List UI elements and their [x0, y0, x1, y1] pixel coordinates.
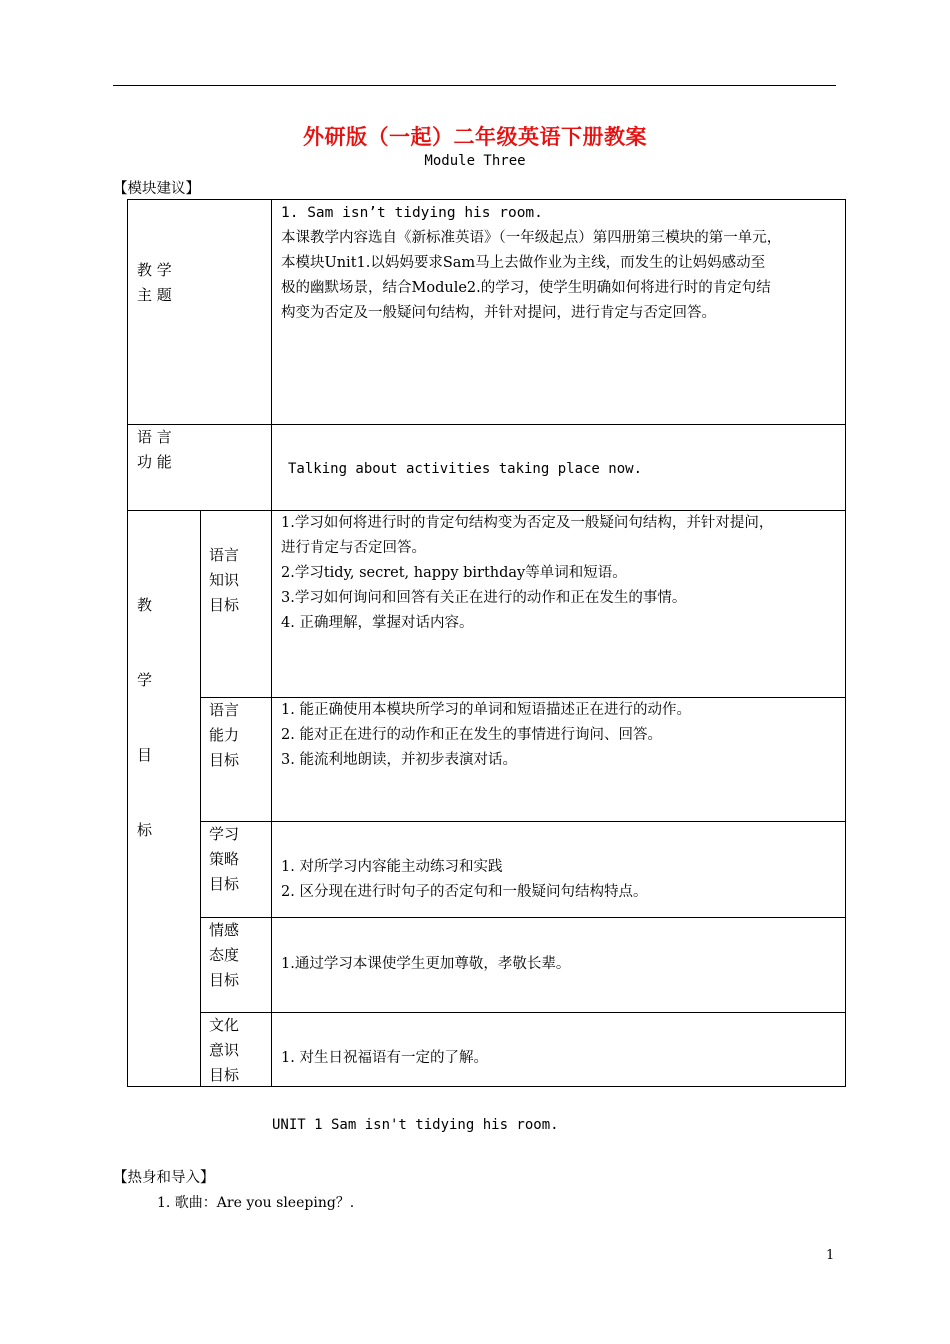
topic-line: 本模块Unit1.以妈妈要求Sam马上去做作业为主线，而发生的让妈妈感动至	[281, 255, 766, 271]
ability-label	[209, 698, 239, 773]
row-divider	[200, 1012, 845, 1013]
strategy-label-line: 目标	[209, 875, 240, 893]
knowledge-label-line: 知识	[209, 571, 240, 589]
strategy-content	[281, 855, 647, 905]
knowledge-line: 4. 正确理解，掌握对话内容。	[281, 615, 474, 631]
emotion-label	[209, 918, 239, 993]
page-number: 1	[826, 1248, 835, 1263]
function-content: Talking about activities taking place now.	[288, 461, 643, 477]
function-label-line: 功 能	[137, 453, 172, 471]
culture-label-line: 意识	[209, 1041, 240, 1059]
knowledge-label-line: 目标	[209, 596, 240, 614]
ability-line: 1. 能正确使用本模块所学习的单词和短语描述正在进行的动作。	[281, 702, 691, 718]
topic-line: 极的幽默场景，结合Module2.的学习，使学生明确如何将进行时的肯定句结	[281, 280, 771, 296]
function-label	[137, 425, 172, 475]
knowledge-label	[209, 543, 239, 618]
column-divider	[271, 200, 272, 510]
ability-content	[281, 698, 691, 773]
strategy-line: 1. 对所学习内容能主动练习和实践	[281, 859, 503, 875]
goals-side-char: 教	[137, 596, 153, 614]
column-divider	[271, 510, 272, 1086]
unit-heading: UNIT 1 Sam isn't tidying his room.	[272, 1117, 559, 1133]
strategy-label	[209, 822, 239, 897]
emotion-line: 1.通过学习本课使学生更加尊敬，孝敬长辈。	[281, 956, 571, 972]
header-rule	[113, 85, 836, 86]
function-label-line: 语 言	[137, 428, 172, 446]
goals-side-char: 学	[137, 671, 153, 689]
goals-side-char: 目	[137, 746, 153, 764]
topic-line: 1. Sam isn’t tidying his room.	[281, 205, 543, 221]
knowledge-line: 进行肯定与否定回答。	[281, 540, 426, 556]
topic-label-line: 主 题	[137, 286, 172, 304]
section-warmup-heading: 【热身和导入】	[113, 1170, 215, 1186]
strategy-label-line: 学习	[209, 825, 240, 843]
row-divider	[200, 821, 845, 822]
lesson-plan-table	[127, 199, 846, 1087]
emotion-label-line: 情感	[209, 921, 240, 939]
emotion-content	[281, 952, 570, 977]
ability-label-line: 能力	[209, 726, 240, 744]
knowledge-content	[281, 511, 773, 636]
row-divider	[128, 424, 845, 425]
ability-line: 2. 能对正在进行的动作和正在发生的事情进行询问、回答。	[281, 727, 662, 743]
column-divider	[200, 510, 201, 1086]
culture-label-line: 文化	[209, 1016, 240, 1034]
topic-label-line: 教 学	[137, 261, 172, 279]
strategy-line: 2. 区分现在进行时句子的否定句和一般疑问句结构特点。	[281, 884, 648, 900]
topic-line: 本课教学内容选自《新标准英语》（一年级起点）第四册第三模块的第一单元，	[281, 230, 782, 246]
document-subtitle: Module Three	[424, 153, 526, 169]
culture-label-line: 目标	[209, 1066, 240, 1084]
topic-label	[137, 258, 172, 308]
strategy-label-line: 策略	[209, 850, 240, 868]
ability-label-line: 语言	[209, 701, 240, 719]
topic-line: 构变为否定及一般疑问句结构，并针对提问，进行肯定与否定回答。	[281, 305, 716, 321]
section-module-heading: 【模块建议】	[113, 181, 200, 197]
topic-content	[281, 201, 781, 326]
document-title: 外研版（一起）二年级英语下册教案	[303, 124, 647, 149]
warmup-item: 1. 歌曲：Are you sleeping？.	[157, 1195, 355, 1211]
ability-line: 3. 能流利地朗读，并初步表演对话。	[281, 752, 517, 768]
knowledge-label-line: 语言	[209, 546, 240, 564]
knowledge-line: 3.学习如何询问和回答有关正在进行的动作和正在发生的事情。	[281, 590, 687, 606]
culture-line: 1. 对生日祝福语有一定的了解。	[281, 1050, 488, 1066]
culture-content	[281, 1046, 488, 1071]
knowledge-line: 2.学习tidy, secret, happy birthday等单词和短语。	[281, 565, 627, 581]
culture-label	[209, 1013, 239, 1088]
emotion-label-line: 目标	[209, 971, 240, 989]
knowledge-line: 1.学习如何将进行时的肯定句结构变为否定及一般疑问句结构，并针对提问，	[281, 515, 774, 531]
goals-side-char: 标	[137, 821, 153, 839]
row-divider	[200, 917, 845, 918]
ability-label-line: 目标	[209, 751, 240, 769]
emotion-label-line: 态度	[209, 946, 240, 964]
